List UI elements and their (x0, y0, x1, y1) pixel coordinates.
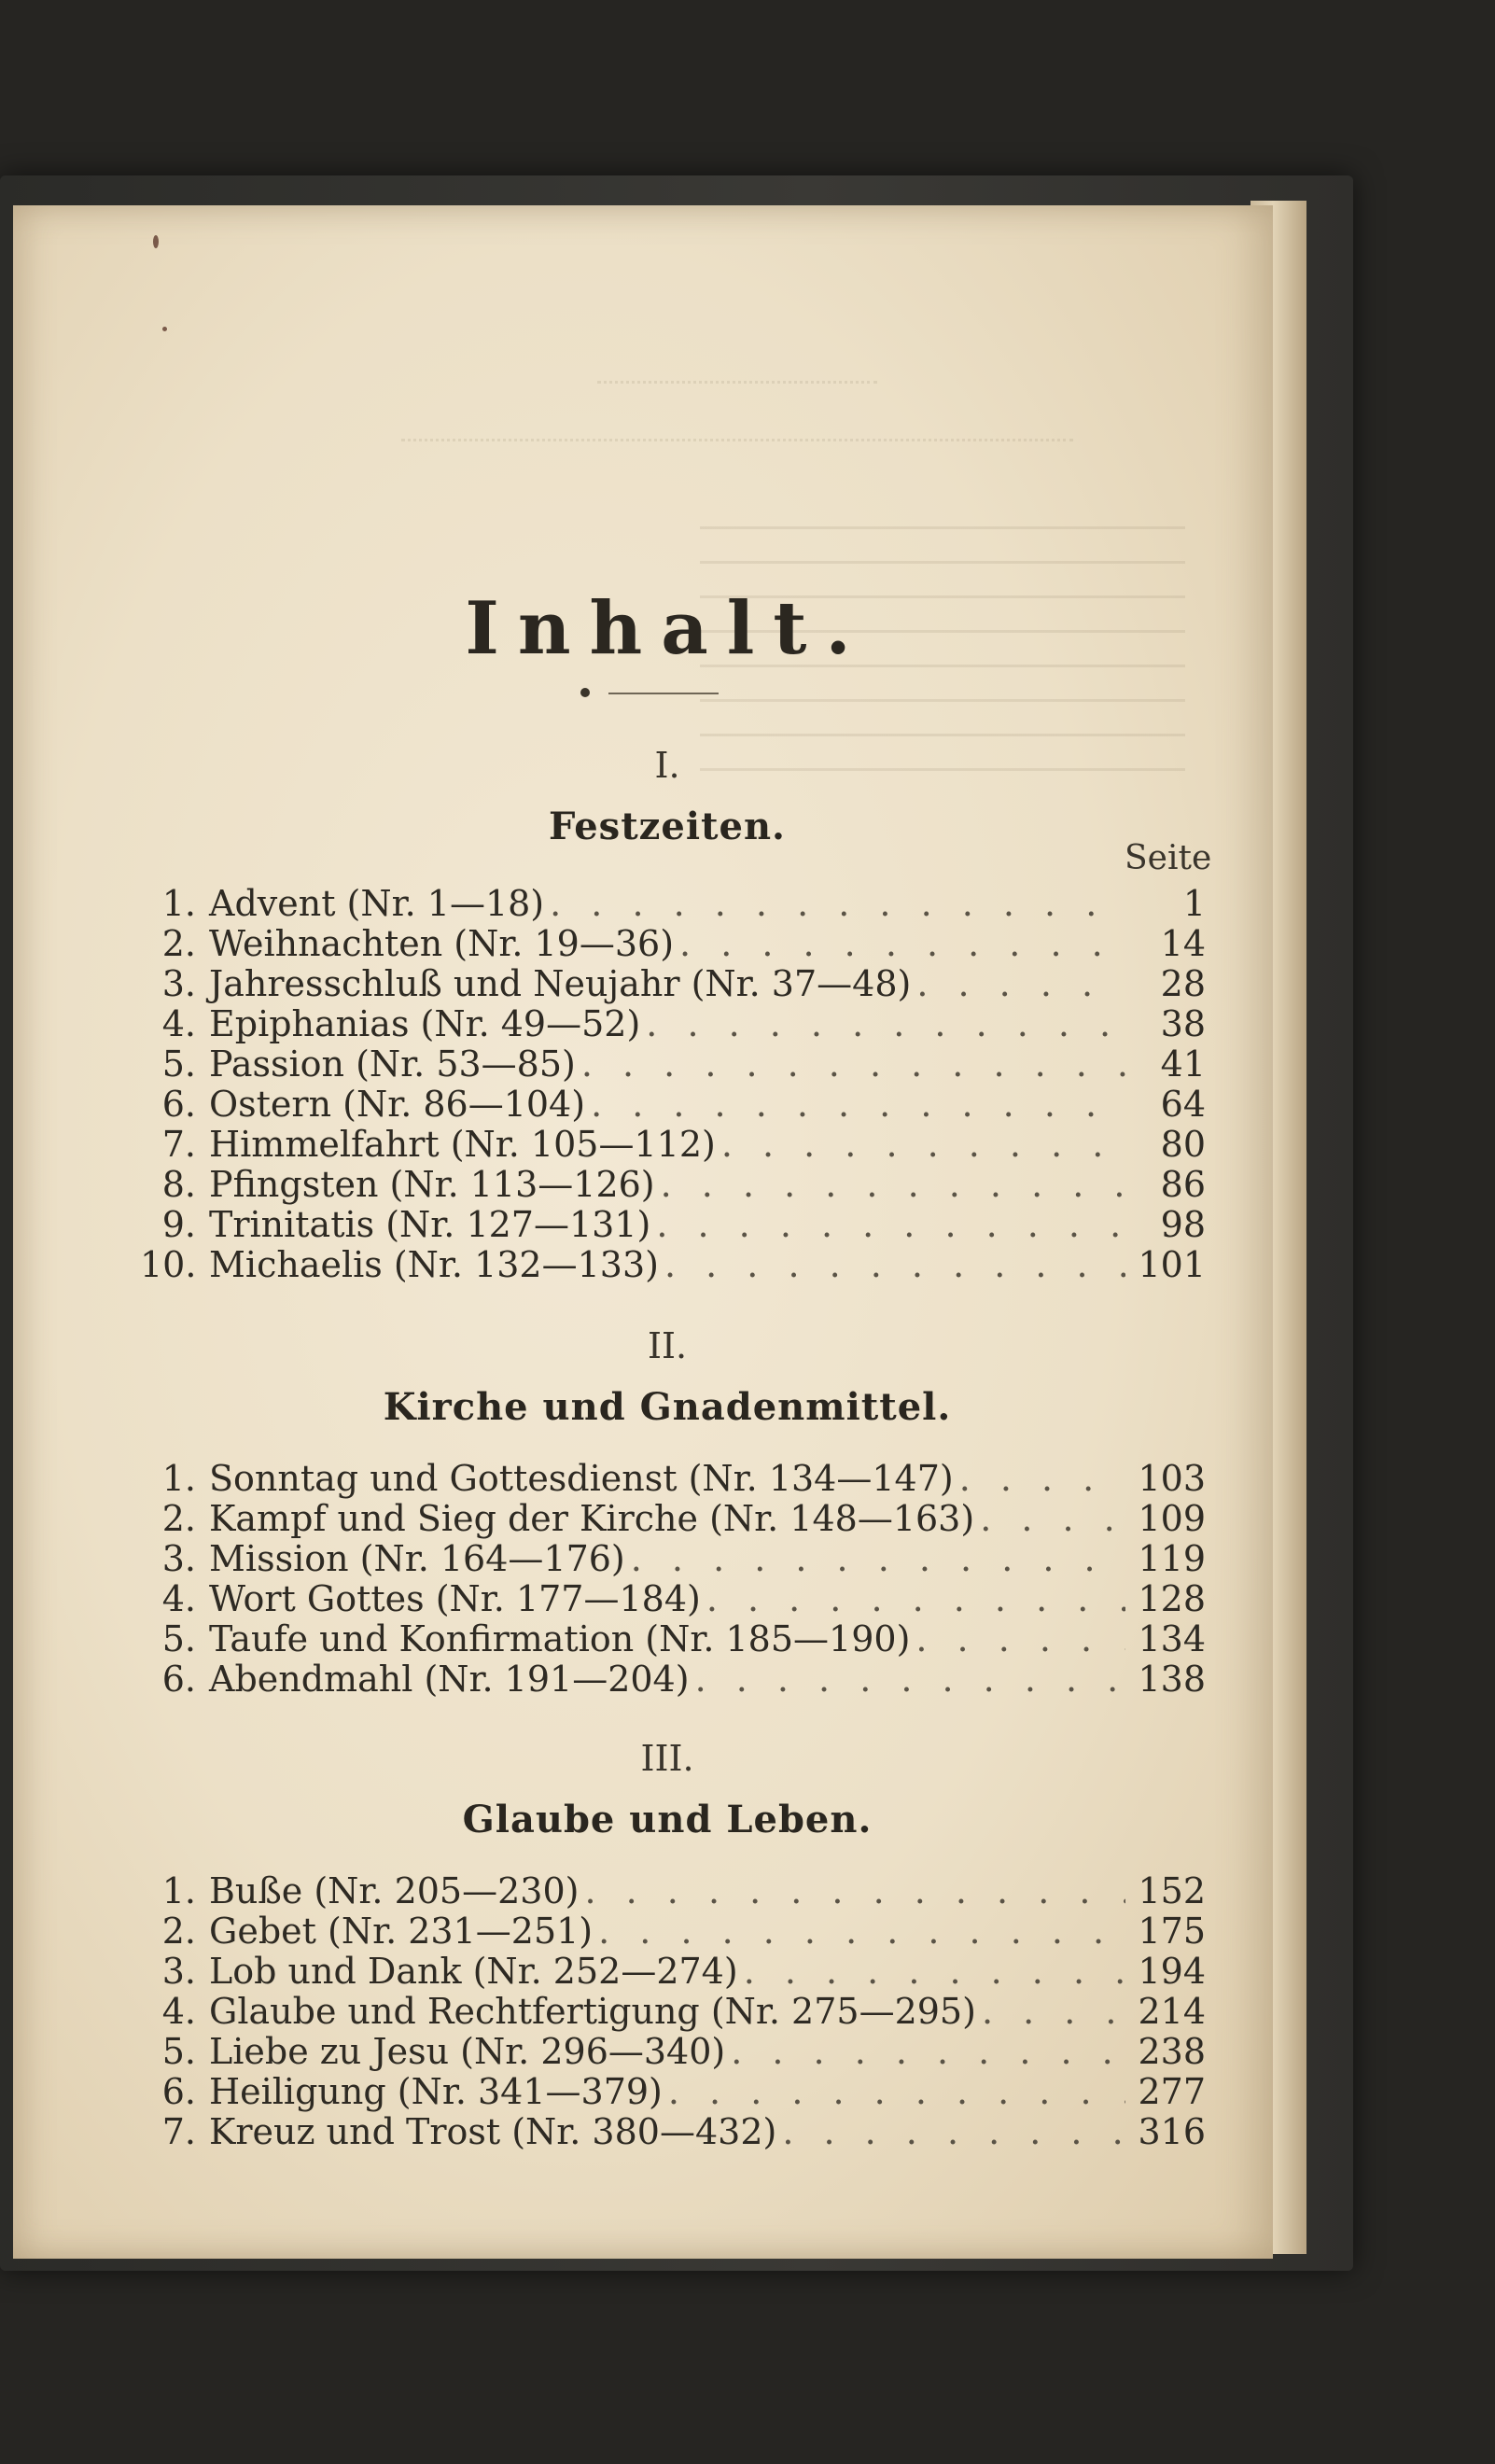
dot-leader (980, 1498, 1125, 1539)
entry-number: 1. (161, 1458, 196, 1499)
entry-number: 4. (161, 1578, 196, 1619)
entry-text: Jahresschluß und Neujahr (Nr. 37—48) (209, 963, 912, 1004)
entry-number: 6. (161, 1084, 196, 1125)
entry-text: Weihnachten (Nr. 19—36) (209, 923, 675, 964)
entry-number: 9. (161, 1204, 196, 1245)
entry-page: 14 (1160, 923, 1206, 964)
entry-number: 2. (161, 1911, 196, 1952)
entry-number: 1. (161, 1870, 196, 1911)
dot-leader (744, 1951, 1125, 1992)
entry-text: Trinitatis (Nr. 127—131) (209, 1204, 651, 1245)
toc-entry (140, 1204, 1206, 1245)
entry-number: 2. (161, 1498, 196, 1539)
entry-page: 86 (1160, 1164, 1206, 1205)
toc-entry (140, 1164, 1206, 1205)
entry-number: 5. (161, 1618, 196, 1659)
entry-page: 38 (1160, 1003, 1206, 1044)
dot-leader (959, 1458, 1125, 1499)
entry-number: 1. (161, 883, 196, 924)
entry-text: Epiphanias (Nr. 49—52) (209, 1003, 641, 1044)
toc-entry (140, 1870, 1206, 1911)
toc-entry (140, 1244, 1206, 1285)
dot-leader (916, 963, 1125, 1004)
entry-number: 4. (161, 1003, 196, 1044)
entry-text: Ostern (Nr. 86—104) (209, 1084, 586, 1125)
dot-leader (631, 1538, 1125, 1579)
entry-text: Sonntag und Gottesdienst (Nr. 134—147) (209, 1458, 954, 1499)
ornament-dot (580, 688, 590, 697)
entry-page: 41 (1160, 1043, 1206, 1085)
toc-entry (140, 2071, 1206, 2112)
toc-entry (140, 1043, 1206, 1085)
entry-text: Buße (Nr. 205—230) (209, 1870, 580, 1911)
entry-page: 214 (1138, 1991, 1206, 2032)
entry-page: 316 (1138, 2111, 1206, 2152)
entry-page: 101 (1138, 1244, 1206, 1285)
toc-entry (140, 963, 1206, 1004)
dot-leader (982, 1991, 1125, 2032)
toc-entry (140, 1124, 1206, 1165)
page-title: Inhalt. (465, 586, 870, 671)
toc-entry (140, 2031, 1206, 2072)
entry-number: 4. (161, 1991, 196, 2032)
entry-page: 103 (1138, 1458, 1206, 1499)
entry-text: Passion (Nr. 53—85) (209, 1043, 576, 1085)
entry-text: Liebe zu Jesu (Nr. 296—340) (209, 2031, 726, 2072)
ornament-rule (608, 693, 719, 694)
toc-entry (140, 2111, 1206, 2152)
dot-leader (661, 1164, 1125, 1205)
toc-entry (140, 1538, 1206, 1579)
page-column-label: Seite (1125, 839, 1212, 877)
toc-entry (140, 1659, 1206, 1700)
entry-page: 119 (1138, 1538, 1206, 1579)
dot-leader (656, 1204, 1125, 1245)
toc-entry (140, 923, 1206, 964)
entry-page: 80 (1160, 1124, 1206, 1165)
section-number: III. (640, 1738, 694, 1779)
page-speck (162, 327, 167, 331)
dot-leader (915, 1618, 1125, 1659)
page-speck (153, 235, 159, 248)
dot-leader (598, 1911, 1125, 1952)
entry-page: 277 (1138, 2071, 1206, 2112)
entry-page: 138 (1138, 1659, 1206, 1700)
toc-entry (140, 1911, 1206, 1952)
entry-text: Kampf und Sieg der Kirche (Nr. 148—163) (209, 1498, 975, 1539)
dot-leader (581, 1043, 1125, 1085)
dot-leader (731, 2031, 1125, 2072)
entry-page: 128 (1138, 1578, 1206, 1619)
entry-number: 7. (161, 2111, 196, 2152)
entry-number: 5. (161, 1043, 196, 1085)
entry-text: Pfingsten (Nr. 113—126) (209, 1164, 655, 1205)
entry-page: 175 (1138, 1911, 1206, 1952)
dot-leader (668, 2071, 1125, 2112)
entry-text: Taufe und Konfirmation (Nr. 185—190) (209, 1618, 911, 1659)
toc-entry (140, 1498, 1206, 1539)
entry-number: 6. (161, 1659, 196, 1700)
entry-page: 1 (1182, 883, 1206, 924)
dot-leader (706, 1578, 1125, 1619)
entry-page: 134 (1138, 1618, 1206, 1659)
entry-page: 152 (1138, 1870, 1206, 1911)
entry-text: Kreuz und Trost (Nr. 380—432) (209, 2111, 777, 2152)
entry-number: 3. (161, 1538, 196, 1579)
dot-leader (591, 1084, 1125, 1125)
entry-number: 2. (161, 923, 196, 964)
entry-text: Glaube und Rechtfertigung (Nr. 275—295) (209, 1991, 976, 2032)
entry-page: 194 (1138, 1951, 1206, 1992)
show-through (401, 411, 1073, 441)
entry-number: 5. (161, 2031, 196, 2072)
entry-number: 6. (161, 2071, 196, 2112)
entry-text: Wort Gottes (Nr. 177—184) (209, 1578, 701, 1619)
dot-leader (782, 2111, 1125, 2152)
dot-leader (721, 1124, 1125, 1165)
entry-page: 98 (1160, 1204, 1206, 1245)
entry-page: 28 (1160, 963, 1206, 1004)
section-title: Kirche und Gnadenmittel. (383, 1385, 952, 1429)
entry-text: Himmelfahrt (Nr. 105—112) (209, 1124, 716, 1165)
entry-number: 8. (161, 1164, 196, 1205)
section-title: Glaube und Leben. (462, 1798, 873, 1841)
toc-entry (140, 1951, 1206, 1992)
show-through (597, 353, 877, 384)
toc-entry (140, 1458, 1206, 1499)
dot-leader (584, 1870, 1125, 1911)
section-title: Festzeiten. (549, 805, 786, 848)
dot-leader (550, 883, 1125, 924)
entry-text: Heiligung (Nr. 341—379) (209, 2071, 663, 2112)
section-number: II. (647, 1325, 688, 1366)
entry-text: Lob und Dank (Nr. 252—274) (209, 1951, 738, 1992)
dot-leader (664, 1244, 1125, 1285)
toc-entry (140, 1991, 1206, 2032)
entry-number: 3. (161, 963, 196, 1004)
entry-text: Abendmahl (Nr. 191—204) (209, 1659, 690, 1700)
entry-number: 7. (161, 1124, 196, 1165)
entry-text: Michaelis (Nr. 132—133) (209, 1244, 659, 1285)
entry-number: 10. (140, 1244, 197, 1285)
dot-leader (695, 1659, 1125, 1700)
toc-entry (140, 1003, 1206, 1044)
entry-text: Gebet (Nr. 231—251) (209, 1911, 594, 1952)
section-number: I. (654, 745, 680, 786)
entry-page: 64 (1160, 1084, 1206, 1125)
toc-entry (140, 1618, 1206, 1659)
entry-page: 109 (1138, 1498, 1206, 1539)
entry-page: 238 (1138, 2031, 1206, 2072)
entry-number: 3. (161, 1951, 196, 1992)
toc-entry (140, 1578, 1206, 1619)
entry-text: Mission (Nr. 164—176) (209, 1538, 625, 1579)
dot-leader (679, 923, 1125, 964)
entry-text: Advent (Nr. 1—18) (209, 883, 545, 924)
toc-entry (140, 883, 1206, 924)
toc-entry (140, 1084, 1206, 1125)
dot-leader (646, 1003, 1125, 1044)
